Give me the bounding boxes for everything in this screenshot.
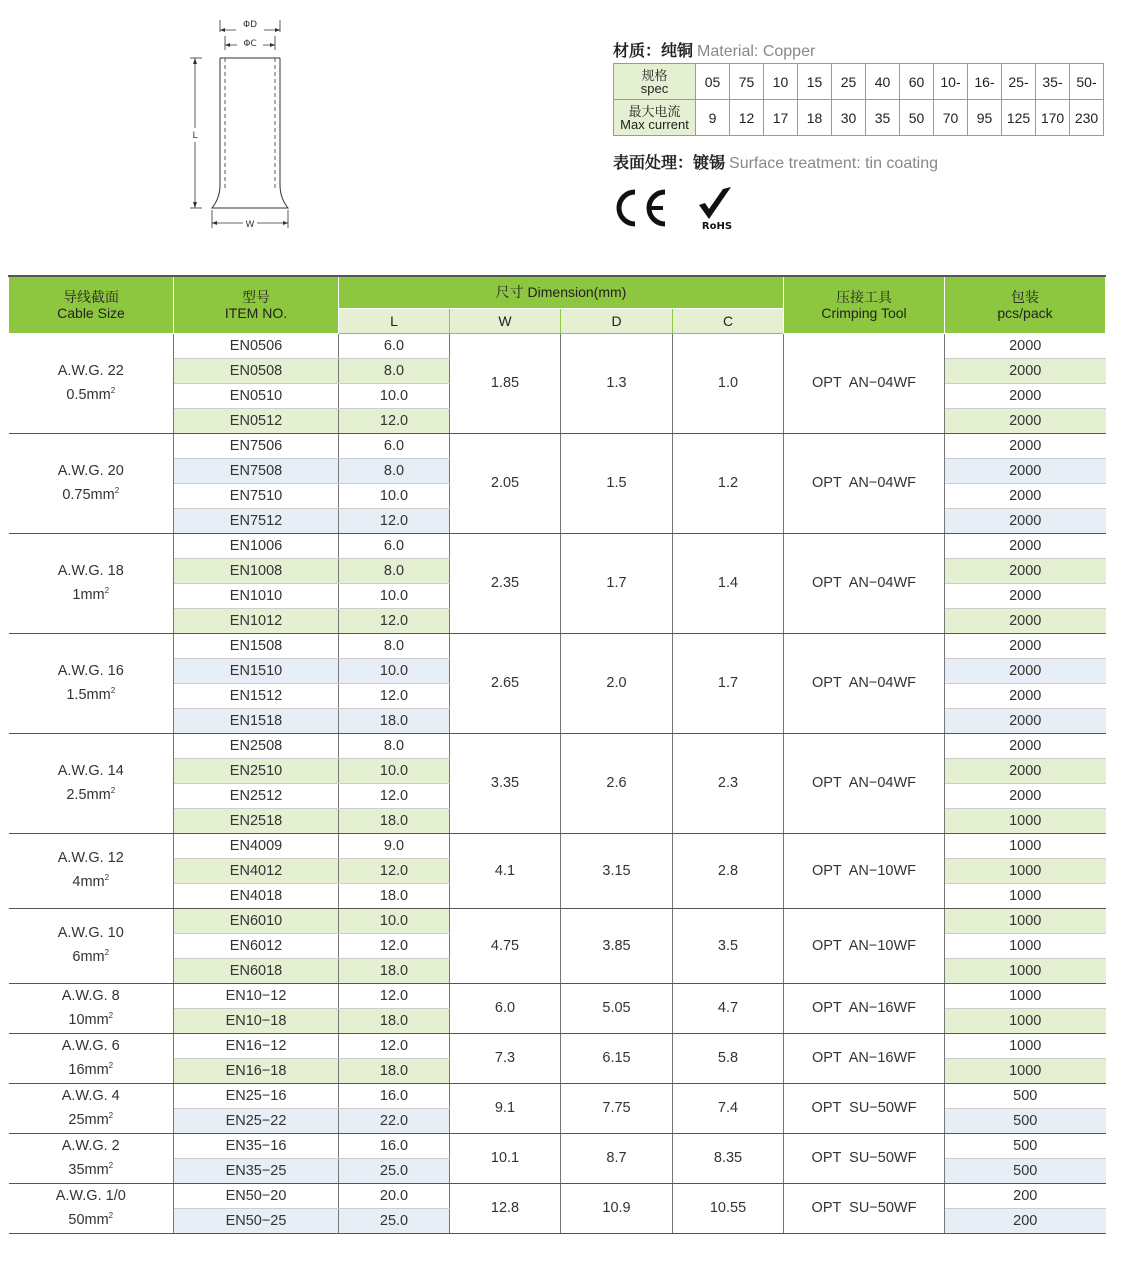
length-cell: 8.0 (339, 733, 450, 758)
dim-w-cell: 1.85 (450, 333, 561, 433)
current-cell: 9 (696, 100, 730, 136)
header-l: L (339, 308, 450, 333)
pack-cell: 500 (945, 1083, 1106, 1108)
label-d: ΦD (242, 20, 258, 30)
table-row (9, 333, 1106, 358)
awg-label: A.W.G. 2 (61, 1137, 120, 1154)
cable-size-cell: A.W.G. 12 $4mm^2$ (9, 833, 174, 908)
mm-label: 0.75mm (62, 486, 115, 503)
spec-cell: 25 (832, 64, 866, 100)
item-no-cell: EN1512 (174, 683, 339, 708)
current-cell: 125 (1002, 100, 1036, 136)
material-line (613, 38, 815, 61)
table-row (9, 633, 1106, 658)
item-no-cell: EN4018 (174, 883, 339, 908)
table-row (9, 733, 1106, 758)
table-row (9, 833, 1106, 858)
length-cell: 25.0 (339, 1158, 450, 1183)
crimping-tool-cell: OPT AN−16WF (784, 1033, 945, 1083)
length-cell: 10.0 (339, 483, 450, 508)
dim-d-cell: 8.7 (561, 1133, 673, 1183)
current-cell: 70 (934, 100, 968, 136)
pack-cell: 2000 (945, 483, 1106, 508)
cable-size-cell: A.W.G. 20 $0.75mm^2$ (9, 433, 174, 533)
table-row (9, 1183, 1106, 1208)
cable-size-cell: A.W.G. 16 $1.5mm^2$ (9, 633, 174, 733)
cable-size-cell: A.W.G. 14 $2.5mm^2$ (9, 733, 174, 833)
item-no-cell: EN1008 (174, 558, 339, 583)
dim-d-cell: 2.0 (561, 633, 673, 733)
spec-cell: 10- (934, 64, 968, 100)
length-cell: 18.0 (339, 1008, 450, 1033)
length-cell: 6.0 (339, 333, 450, 358)
current-cell: 35 (866, 100, 900, 136)
spec-cell: 50- (1070, 64, 1104, 100)
length-cell: 8.0 (339, 558, 450, 583)
pack-cell: 2000 (945, 608, 1106, 633)
dim-d-cell: 1.5 (561, 433, 673, 533)
surface-line (613, 150, 938, 173)
item-no-cell: EN2510 (174, 758, 339, 783)
dim-d-cell: 3.85 (561, 908, 673, 983)
item-no-cell: EN1012 (174, 608, 339, 633)
length-cell: 16.0 (339, 1083, 450, 1108)
pack-cell: 2000 (945, 683, 1106, 708)
length-cell: 25.0 (339, 1208, 450, 1233)
item-no-cell: EN1010 (174, 583, 339, 608)
dim-d-cell: 1.3 (561, 333, 673, 433)
item-no-cell: EN0510 (174, 383, 339, 408)
length-cell: 12.0 (339, 508, 450, 533)
header-d: D (561, 308, 673, 333)
terminal-drawing (180, 10, 310, 235)
item-no-cell: EN1006 (174, 533, 339, 558)
pack-cell: 2000 (945, 583, 1106, 608)
length-cell: 12.0 (339, 933, 450, 958)
item-no-cell: EN4012 (174, 858, 339, 883)
crimping-tool-cell: OPT AN−04WF (784, 533, 945, 633)
pack-cell: 200 (945, 1183, 1106, 1208)
rohs-label: RoHS (701, 221, 733, 232)
dim-c-cell: 1.4 (673, 533, 784, 633)
awg-label: A.W.G. 8 (61, 987, 120, 1004)
dim-c-cell: 1.2 (673, 433, 784, 533)
surface-cn: 表面处理：镀锡 (613, 155, 726, 172)
table-row (9, 1083, 1106, 1108)
ce-mark (611, 188, 669, 228)
dim-d-cell: 3.15 (561, 833, 673, 908)
item-no-cell: EN35−25 (174, 1158, 339, 1183)
item-no-cell: EN10−12 (174, 983, 339, 1008)
label-l: L (192, 131, 198, 141)
item-no-cell: EN1518 (174, 708, 339, 733)
item-no-cell: EN2508 (174, 733, 339, 758)
length-cell: 18.0 (339, 883, 450, 908)
crimping-tool-cell: OPT AN−10WF (784, 833, 945, 908)
pack-cell: 2000 (945, 633, 1106, 658)
current-cell: 95 (968, 100, 1002, 136)
spec-cell: 40 (866, 64, 900, 100)
awg-label: A.W.G. 10 (57, 925, 124, 942)
awg-label: A.W.G. 6 (61, 1037, 120, 1054)
pack-cell: 2000 (945, 733, 1106, 758)
pack-cell: 2000 (945, 508, 1106, 533)
current-cell: 170 (1036, 100, 1070, 136)
item-no-cell: EN7512 (174, 508, 339, 533)
item-no-cell: EN6018 (174, 958, 339, 983)
item-no-cell: EN1508 (174, 633, 339, 658)
item-no-cell: EN0506 (174, 333, 339, 358)
crimping-tool-cell: OPT SU−50WF (784, 1183, 945, 1233)
pack-cell: 1000 (945, 883, 1106, 908)
pack-cell: 1000 (945, 833, 1106, 858)
pack-cell: 2000 (945, 433, 1106, 458)
dim-c-cell: 8.35 (673, 1133, 784, 1183)
length-cell: 8.0 (339, 358, 450, 383)
dim-w-cell: 9.1 (450, 1083, 561, 1133)
pack-cell: 2000 (945, 408, 1106, 433)
table-row (9, 908, 1106, 933)
length-cell: 18.0 (339, 958, 450, 983)
dim-w-cell: 4.1 (450, 833, 561, 908)
mm-label: 1.5mm (66, 686, 111, 703)
crimping-tool-cell: OPT SU−50WF (784, 1133, 945, 1183)
dim-c-cell: 5.8 (673, 1033, 784, 1083)
mm-label: 2.5mm (66, 786, 111, 803)
length-cell: 10.0 (339, 908, 450, 933)
mm-label: 16mm (68, 1061, 109, 1078)
table-row (9, 533, 1106, 558)
length-cell: 9.0 (339, 833, 450, 858)
pack-cell: 2000 (945, 458, 1106, 483)
item-no-cell: EN2518 (174, 808, 339, 833)
length-cell: 18.0 (339, 1058, 450, 1083)
length-cell: 10.0 (339, 658, 450, 683)
pack-cell: 1000 (945, 983, 1106, 1008)
pack-cell: 1000 (945, 933, 1106, 958)
table-row (9, 1033, 1106, 1058)
crimping-tool-cell: OPT AN−04WF (784, 633, 945, 733)
pack-cell: 500 (945, 1158, 1106, 1183)
header-c: C (673, 308, 784, 333)
label-w: W (245, 220, 255, 230)
spec-label: 规格 spec (614, 64, 696, 100)
mm-label: 10mm (68, 1011, 109, 1028)
crimping-tool-cell: OPT AN−16WF (784, 983, 945, 1033)
length-cell: 12.0 (339, 783, 450, 808)
header-crimping-tool: 压接工具 Crimping Tool (784, 276, 945, 333)
dim-c-cell: 2.8 (673, 833, 784, 908)
length-cell: 10.0 (339, 758, 450, 783)
current-row (614, 100, 1104, 136)
rohs-mark (693, 185, 741, 233)
item-no-cell: EN35−16 (174, 1133, 339, 1158)
length-cell: 12.0 (339, 683, 450, 708)
pack-cell: 500 (945, 1108, 1106, 1133)
pack-cell: 2000 (945, 708, 1106, 733)
length-cell: 20.0 (339, 1183, 450, 1208)
item-no-cell: EN7506 (174, 433, 339, 458)
pack-cell: 1000 (945, 1008, 1106, 1033)
length-cell: 10.0 (339, 383, 450, 408)
pack-cell: 500 (945, 1133, 1106, 1158)
dim-w-cell: 3.35 (450, 733, 561, 833)
dim-c-cell: 3.5 (673, 908, 784, 983)
item-no-cell: EN25−16 (174, 1083, 339, 1108)
dim-d-cell: 2.6 (561, 733, 673, 833)
cable-size-cell: A.W.G. 22 $0.5mm^2$ (9, 333, 174, 433)
spec-row (614, 64, 1104, 100)
awg-label: A.W.G. 20 (57, 462, 124, 479)
awg-label: A.W.G. 18 (57, 562, 124, 579)
pack-cell: 2000 (945, 358, 1106, 383)
current-cell: 18 (798, 100, 832, 136)
item-no-cell: EN16−12 (174, 1033, 339, 1058)
current-cell: 230 (1070, 100, 1104, 136)
pack-cell: 2000 (945, 333, 1106, 358)
dim-d-cell: 1.7 (561, 533, 673, 633)
dim-w-cell: 10.1 (450, 1133, 561, 1183)
header-dimension: 尺寸 Dimension(mm) (339, 276, 784, 308)
awg-label: A.W.G. 12 (57, 850, 124, 867)
cable-size-cell: A.W.G. 1/0 $50mm^2$ (9, 1183, 174, 1233)
item-no-cell: EN25−22 (174, 1108, 339, 1133)
item-no-cell: EN4009 (174, 833, 339, 858)
length-cell: 6.0 (339, 533, 450, 558)
current-cell: 12 (730, 100, 764, 136)
mm-label: 6mm (72, 948, 105, 965)
product-table-body (9, 333, 1106, 1233)
dim-d-cell: 6.15 (561, 1033, 673, 1083)
item-no-cell: EN50−25 (174, 1208, 339, 1233)
awg-label: A.W.G. 4 (61, 1087, 120, 1104)
pack-cell: 1000 (945, 958, 1106, 983)
spec-cell: 75 (730, 64, 764, 100)
table-row (9, 433, 1106, 458)
crimping-tool-cell: OPT AN−10WF (784, 908, 945, 983)
dim-w-cell: 2.05 (450, 433, 561, 533)
current-label: 最大电流 Max current (614, 100, 696, 136)
pack-cell: 1000 (945, 1058, 1106, 1083)
length-cell: 12.0 (339, 858, 450, 883)
crimping-tool-cell: OPT AN−04WF (784, 433, 945, 533)
mm-label: 0.5mm (66, 386, 111, 403)
crimping-tool-cell: OPT AN−04WF (784, 333, 945, 433)
mm-label: 4mm (72, 873, 105, 890)
header-item-no: 型号 ITEM NO. (174, 276, 339, 333)
current-cell: 17 (764, 100, 798, 136)
item-no-cell: EN16−18 (174, 1058, 339, 1083)
spec-cell: 15 (798, 64, 832, 100)
mm-label: 1mm (72, 586, 105, 603)
dim-w-cell: 2.35 (450, 533, 561, 633)
cable-size-cell: A.W.G. 6 $16mm^2$ (9, 1033, 174, 1083)
header-cable-size: 导线截面 Cable Size (9, 276, 174, 333)
crimping-tool-cell: OPT SU−50WF (784, 1083, 945, 1133)
dim-c-cell: 1.0 (673, 333, 784, 433)
pack-cell: 2000 (945, 783, 1106, 808)
length-cell: 16.0 (339, 1133, 450, 1158)
dim-d-cell: 5.05 (561, 983, 673, 1033)
product-table (8, 275, 1106, 1234)
dim-w-cell: 6.0 (450, 983, 561, 1033)
dim-c-cell: 4.7 (673, 983, 784, 1033)
cable-size-cell: A.W.G. 8 $10mm^2$ (9, 983, 174, 1033)
mm-label: 35mm (68, 1161, 109, 1178)
mm-label: 25mm (68, 1111, 109, 1128)
dim-d-cell: 10.9 (561, 1183, 673, 1233)
item-no-cell: EN50−20 (174, 1183, 339, 1208)
pack-cell: 1000 (945, 1033, 1106, 1058)
length-cell: 12.0 (339, 608, 450, 633)
item-no-cell: EN10−18 (174, 1008, 339, 1033)
spec-table (613, 63, 1104, 136)
table-row (9, 983, 1106, 1008)
length-cell: 22.0 (339, 1108, 450, 1133)
item-no-cell: EN2512 (174, 783, 339, 808)
spec-cell: 35- (1036, 64, 1070, 100)
pack-cell: 2000 (945, 533, 1106, 558)
spec-cell: 10 (764, 64, 798, 100)
length-cell: 18.0 (339, 708, 450, 733)
dim-w-cell: 4.75 (450, 908, 561, 983)
cable-size-cell: A.W.G. 10 $6mm^2$ (9, 908, 174, 983)
spec-cell: 60 (900, 64, 934, 100)
spec-cell: 16- (968, 64, 1002, 100)
item-no-cell: EN6010 (174, 908, 339, 933)
pack-cell: 2000 (945, 558, 1106, 583)
length-cell: 12.0 (339, 983, 450, 1008)
dim-d-cell: 7.75 (561, 1083, 673, 1133)
current-cell: 30 (832, 100, 866, 136)
pack-cell: 1000 (945, 908, 1106, 933)
material-en: Material: Copper (697, 43, 816, 60)
length-cell: 8.0 (339, 633, 450, 658)
spec-cell: 25- (1002, 64, 1036, 100)
table-row (9, 1133, 1106, 1158)
dim-w-cell: 2.65 (450, 633, 561, 733)
dim-w-cell: 7.3 (450, 1033, 561, 1083)
dim-c-cell: 2.3 (673, 733, 784, 833)
item-no-cell: EN1510 (174, 658, 339, 683)
pack-cell: 1000 (945, 858, 1106, 883)
awg-label: A.W.G. 22 (57, 362, 124, 379)
crimping-tool-cell: OPT AN−04WF (784, 733, 945, 833)
dim-c-cell: 1.7 (673, 633, 784, 733)
pack-cell: 200 (945, 1208, 1106, 1233)
length-cell: 10.0 (339, 583, 450, 608)
dim-w-cell: 12.8 (450, 1183, 561, 1233)
dim-c-cell: 7.4 (673, 1083, 784, 1133)
label-c: ΦC (243, 39, 257, 49)
length-cell: 12.0 (339, 408, 450, 433)
length-cell: 6.0 (339, 433, 450, 458)
item-no-cell: EN7508 (174, 458, 339, 483)
awg-label: A.W.G. 14 (57, 762, 124, 779)
item-no-cell: EN6012 (174, 933, 339, 958)
surface-en: Surface treatment: tin coating (729, 155, 939, 172)
mm-label: 50mm (68, 1211, 109, 1228)
item-no-cell: EN7510 (174, 483, 339, 508)
pack-cell: 2000 (945, 383, 1106, 408)
spec-cell: 05 (696, 64, 730, 100)
material-cn: 材质：纯铜 (613, 43, 694, 60)
current-cell: 50 (900, 100, 934, 136)
item-no-cell: EN0508 (174, 358, 339, 383)
header-pack: 包装 pcs/pack (945, 276, 1106, 333)
item-no-cell: EN0512 (174, 408, 339, 433)
length-cell: 18.0 (339, 808, 450, 833)
pack-cell: 1000 (945, 808, 1106, 833)
awg-label: A.W.G. 16 (57, 662, 124, 679)
dim-c-cell: 10.55 (673, 1183, 784, 1233)
pack-cell: 2000 (945, 758, 1106, 783)
cable-size-cell: A.W.G. 18 $1mm^2$ (9, 533, 174, 633)
length-cell: 8.0 (339, 458, 450, 483)
cable-size-cell: A.W.G. 4 $25mm^2$ (9, 1083, 174, 1133)
awg-label: A.W.G. 1/0 (55, 1187, 126, 1204)
pack-cell: 2000 (945, 658, 1106, 683)
header-w: W (450, 308, 561, 333)
length-cell: 12.0 (339, 1033, 450, 1058)
cable-size-cell: A.W.G. 2 $35mm^2$ (9, 1133, 174, 1183)
